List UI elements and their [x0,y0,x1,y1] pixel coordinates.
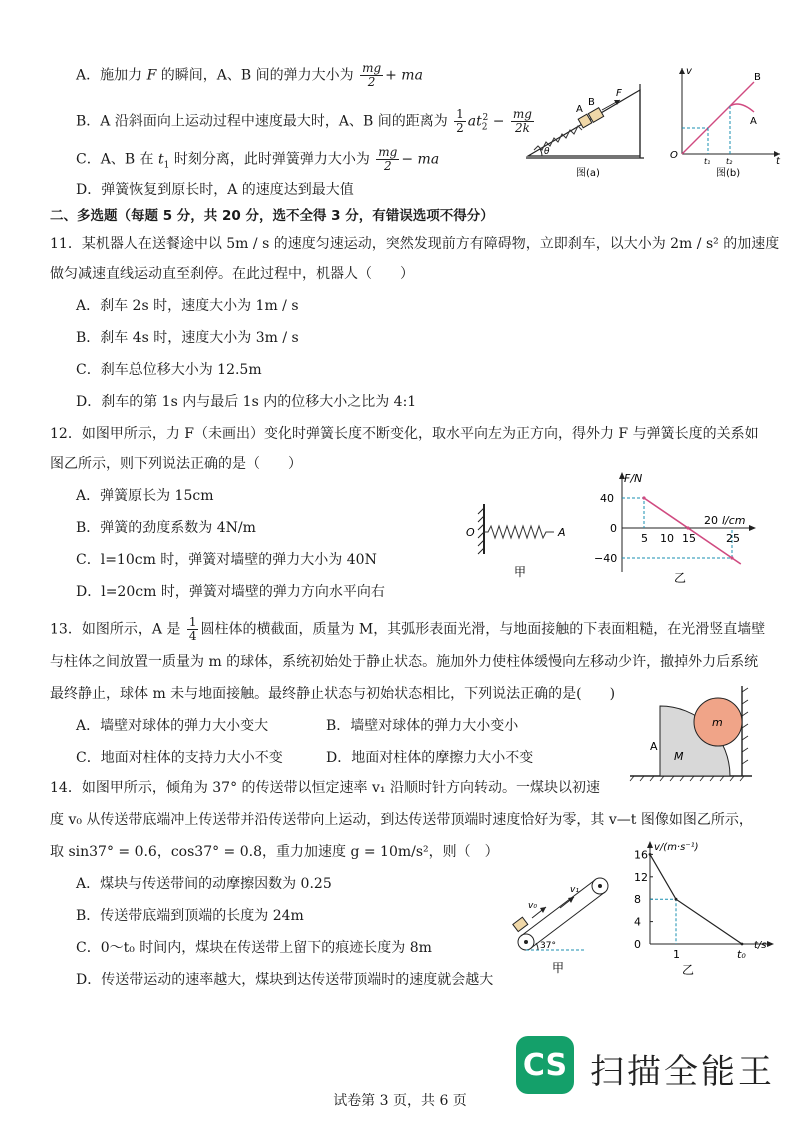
q12-stem-line1: 12．如图甲所示，力 F（未画出）变化时弹簧长度不断变化，取水平向左为正方向，得外力 F 与弹簧长度的关系如 [50,426,759,442]
fig14-jia-label-v1: v₁ [570,885,579,895]
q14-option-c: C．0～t₀ 时间内，煤块在传送带上留下的痕迹长度为 8m [76,940,432,956]
fig14-jia-conveyor-diagram [508,864,628,976]
x-tick-25: 25 [726,532,740,545]
x-tick-20: 20 [704,514,718,527]
q12-stem-line2: 图乙所示，则下列说法正确的是（ ） [50,456,302,472]
fig10b-label-a: A [750,116,757,127]
fig12-yi-caption: 乙 [674,571,687,585]
fig10a-label-b: B [588,97,595,108]
q10-option-b: B．A 沿斜面向上运动过程中速度最大时，A、B 间的距离为 $\frac{1}{2}$ $at_2^2$ − $\frac{mg}{2k}$ [76,107,532,136]
y-axis-label: F/N [624,472,643,485]
q14-stem-line1: 14．如图甲所示，倾角为 37° 的传送带以恒定速率 v₁ 沿顺时针方向转动。一煤块以初速 [50,780,600,796]
page-footer: 试卷第 3 页，共 6 页 [333,1093,467,1109]
x-axis-arrow [767,941,774,947]
y-axis-label: v/(m·s⁻¹) [654,842,699,853]
fig13-cylinder-ball-diagram [630,684,760,784]
guide-40 [622,498,644,528]
fig10a-incline-diagram [520,76,660,181]
y-tick-0: 0 [634,938,641,951]
x-tick-t0: t₀ [737,948,746,961]
fig14-jia-label-angle: 37° [540,941,556,951]
fig13-label-M: M [674,750,684,763]
q13-option-d: D．地面对柱体的摩擦力大小不变 [326,750,534,766]
x-axis-arrow [749,525,756,531]
fig10b-label-t2: t₂ [726,157,733,166]
data-point-0 [642,496,645,499]
x-axis-label: t/s [754,940,767,951]
q11-option-b: B．刹车 4s 时，速度大小为 3m / s [76,330,299,346]
fig14-yi-vt-chart [628,838,788,978]
x-tick-10: 10 [660,532,674,545]
y-tick-16: 16 [634,848,648,862]
fig12-jia-spring-diagram [462,500,582,584]
fig10a-label-theta: θ [544,147,550,157]
section2-heading: 二、多选题（每题 5 分，共 20 分，选不全得 3 分，有错误选项不得分） [50,208,494,224]
data-point-1 [675,898,678,901]
q14-option-a: A．煤块与传送带间的动摩擦因数为 0.25 [76,876,332,892]
fig12-jia-label-a: A [558,526,566,539]
y-tick-0: 0 [610,522,617,535]
q11-option-d: D．刹车的第 1s 内与最后 1s 内的位移大小之比为 4:1 [76,394,417,410]
y-axis-arrow [647,841,653,848]
q14-stem-line3: 取 sin37° = 0.6，cos37° = 0.8，重力加速度 g = 10m/s²，则（ ） [50,844,499,860]
q13-stem-line3: 最终静止，球体 m 未与地面接触。最终静止状态与初始状态相比，下列说法正确的是( ) [50,686,616,702]
fig14-yi-caption: 乙 [682,963,695,977]
fig10a-caption: 图(a) [576,168,600,179]
y-tick-neg40: −40 [594,552,618,565]
q14-option-d: D．传送带运动的速率越大，煤块到达传送带顶端时的速度就会越大 [76,972,494,988]
fig10b-label-o: O [670,150,678,161]
x-tick-5: 5 [641,532,648,545]
q13-option-b: B．墙壁对球体的弹力大小变小 [326,718,519,734]
q11-stem-line2: 做匀减速直线运动直至刹停。在此过程中，机器人（ ） [50,266,414,282]
q10-option-d: D．弹簧恢复到原长时，A 的速度达到最大值 [76,182,354,198]
q11-option-a: A．刹车 2s 时，速度大小为 1m / s [76,298,299,314]
fig12-jia-caption: 甲 [514,565,527,579]
fig10b-label-v: v [686,66,692,77]
guide-1-8 [650,899,676,944]
q13-stem-line1: 13．如图所示，A 是 $\frac{1}{4}$ 圆柱体的横截面，质量为 M，其弧形表面光滑，与地面接触的下表面粗糙，在光滑竖直墙壁 [50,615,766,643]
q10-option-a: A．施加力 F 的瞬间，A、B 间的弹力大小为 $\frac{mg}{2}$ + ma [76,61,423,89]
fig10b-label-t1: t₁ [704,157,711,166]
fig10b-vt-graph [668,62,788,180]
y-tick-8: 8 [634,893,641,907]
q13-option-c: C．地面对柱体的支持力大小不变 [76,750,283,766]
x-tick-1: 1 [673,948,680,961]
q14-option-b: B．传送带底端到顶端的长度为 24m [76,908,304,924]
y-tick-40: 40 [600,492,614,505]
data-point-2 [741,943,744,946]
data-point-0 [649,853,652,856]
q13-option-a: A．墙壁对球体的弹力大小变大 [76,718,269,734]
x-tick-15: 15 [682,532,696,545]
fig10b-label-b: B [754,72,761,83]
q13-stem-line2: 与柱体之间放置一质量为 m 的球体，系统初始处于静止状态。施加外力使柱体缓慢向左移动少许，撤掉外力后系统 [50,654,759,670]
camscanner-logo: CS [516,1036,574,1094]
q10-option-c: C．A、B 在 $t_1$ 时刻分离，此时弹簧弹力大小为 $\frac{mg}{2}$ − ma [76,145,440,173]
guide-neg40 [622,528,732,558]
fig14-jia-label-v0: v₀ [528,901,537,911]
q11-stem-line1: 11．某机器人在送餐途中以 5m / s 的速度匀速运动，突然发现前方有障碍物，立即刹车，以大小为 2m / s² 的加速度 [50,236,780,252]
fig13-label-a: A [650,740,658,753]
fig10b-caption: 图(b) [716,168,741,179]
fig12-yi-force-length-chart [592,470,762,588]
y-tick-12: 12 [634,870,648,884]
fig12-jia-label-o: O [466,526,475,539]
q12-option-b: B．弹簧的劲度系数为 4N/m [76,520,256,536]
fig10a-label-a: A [576,104,583,115]
q12-option-d: D．l=20cm 时，弹簧对墙壁的弹力方向水平向右 [76,584,385,600]
q12-option-a: A．弹簧原长为 15cm [76,488,214,504]
series-line [644,498,741,564]
fig10a-label-f: F [616,88,622,99]
q11-option-c: C．刹车总位移大小为 12.5m [76,362,262,378]
camscanner-watermark-text: 扫描全能王 [590,1052,775,1092]
fig10b-label-t: t [776,156,780,167]
series-line [650,854,742,944]
fig13-label-m: m [712,716,723,729]
data-point-1 [686,526,689,529]
fig14-jia-caption: 甲 [552,961,565,975]
q12-option-c: C．l=10cm 时，弹簧对墙壁的弹力大小为 40N [76,552,377,568]
q14-stem-line2: 度 v₀ 从传送带底端冲上传送带并沿传送带向上运动，到达传送带顶端时速度恰好为零，其 v—t 图像如图乙所示， [50,812,753,828]
x-axis-label: l/cm [722,514,746,527]
y-tick-4: 4 [634,915,641,929]
data-point-2 [730,556,733,559]
